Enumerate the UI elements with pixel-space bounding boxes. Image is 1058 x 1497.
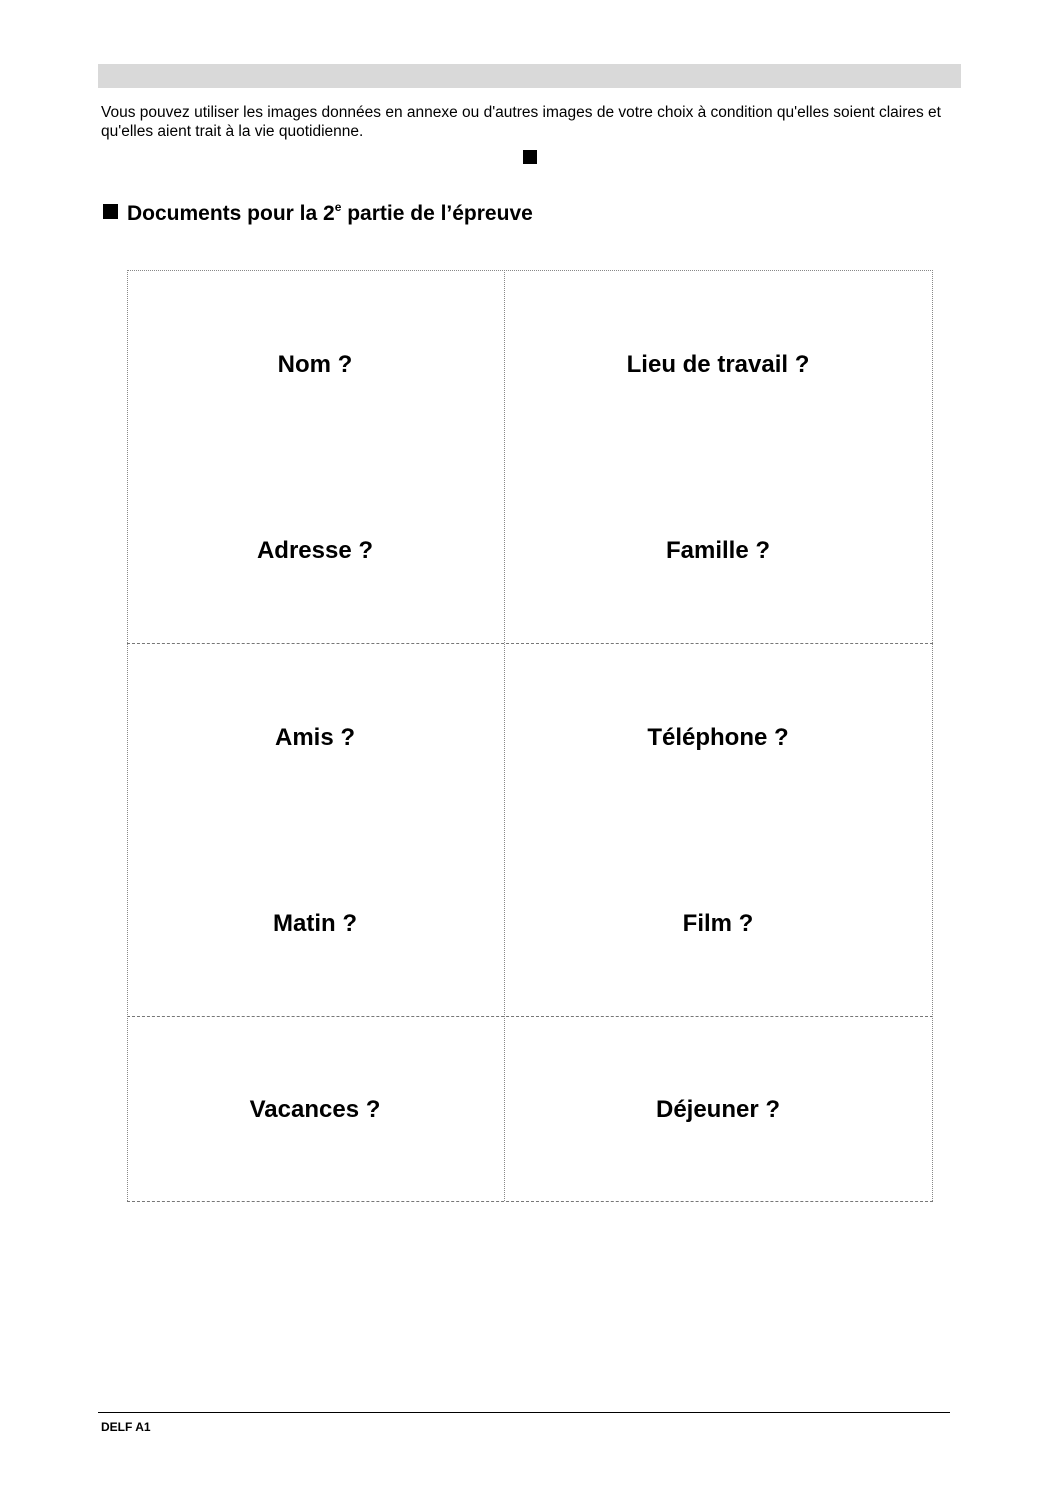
card-label: Téléphone ? (647, 724, 789, 751)
header-bar (98, 64, 961, 88)
card-cut-line (504, 270, 505, 1201)
footer-rule (98, 1412, 950, 1413)
card-label: Lieu de travail ? (626, 351, 810, 378)
card-cut-line (127, 643, 933, 644)
card-grid (127, 270, 933, 1201)
card-label: Déjeuner ? (655, 1096, 781, 1123)
card-cut-line (127, 1201, 933, 1202)
card-label: Vacances ? (249, 1096, 381, 1123)
section-title-end: partie de l’épreuve (341, 202, 533, 225)
card-cut-line (127, 270, 128, 1201)
section-title-start: Documents pour la 2 (127, 202, 335, 225)
card-label: Film ? (682, 910, 754, 937)
square-bullet-icon (523, 150, 537, 164)
footer-label: DELF A1 (101, 1420, 151, 1434)
card-cut-line (127, 1016, 933, 1017)
card-label: Nom ? (277, 351, 353, 378)
card-label: Famille ? (665, 537, 771, 564)
card-cut-line (127, 270, 933, 271)
section-title (103, 200, 533, 228)
intro-paragraph: Vous pouvez utiliser les images données en annexe ou d'autres images de votre choix à condition qu'elles soient claires et qu'elles aient trait à la vie quotidienne. (101, 104, 941, 140)
card-label: Amis ? (274, 724, 355, 751)
square-bullet-icon (103, 204, 118, 219)
card-label: Adresse ? (256, 537, 374, 564)
card-cut-line (932, 270, 933, 1201)
card-label: Matin ? (273, 910, 357, 937)
section-title-superscript: e (334, 200, 342, 214)
